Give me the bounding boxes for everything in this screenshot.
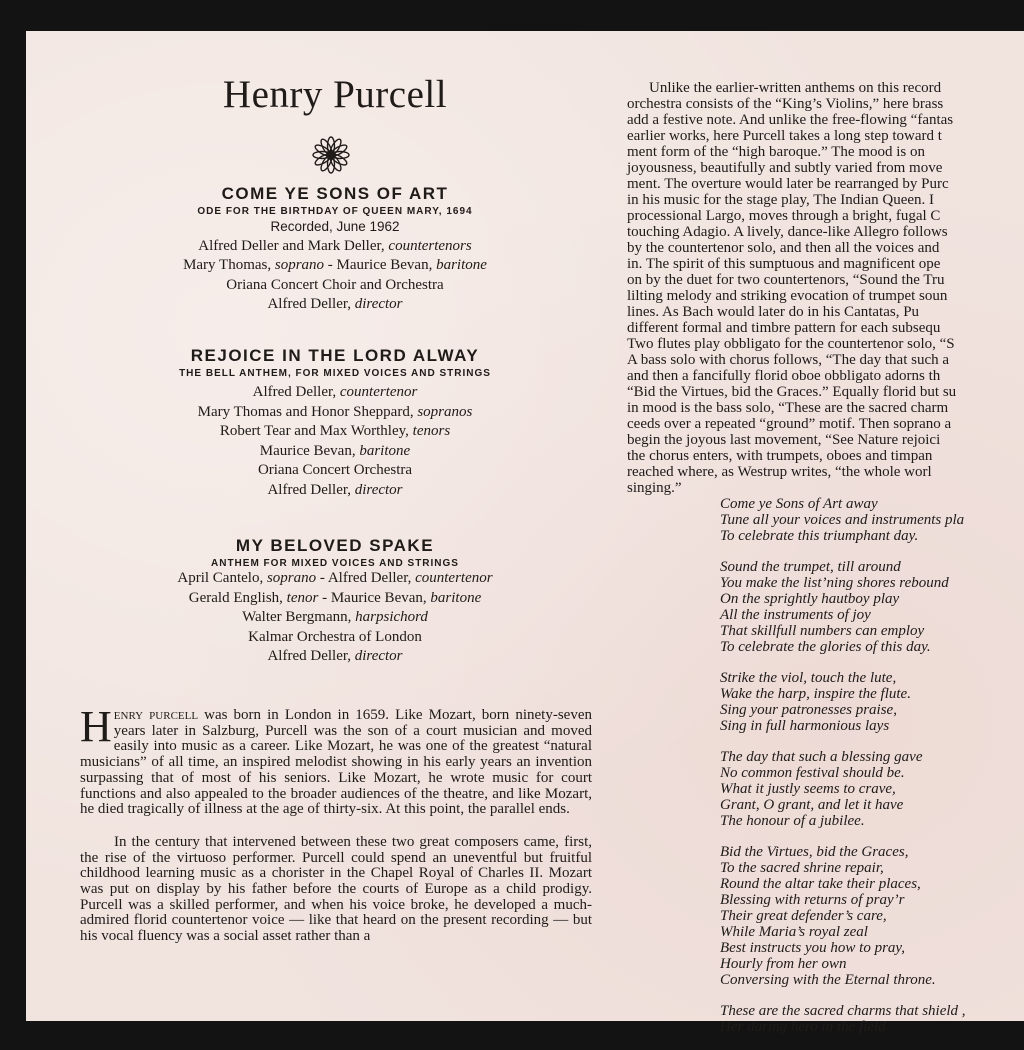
credit-line: Mary Thomas, soprano - Maurice Bevan, baritone [183, 257, 487, 273]
prose-line: A bass solo with chorus follows, “The day that such a [627, 352, 950, 368]
work-subtitle: ANTHEM FOR MIXED VOICES AND STRINGS [211, 558, 459, 569]
verse-line: Grant, O grant, and let it have [720, 797, 904, 813]
prose-line: begin the joyous last movement, “See Nature rejoici [627, 432, 941, 448]
verse-line: Strike the viol, touch the lute, [720, 670, 897, 686]
verse-line: Tune all your voices and instruments pla [720, 512, 965, 528]
prose-line: ment. The overture would later be rearranged by Purc [627, 176, 949, 192]
credit-line: Oriana Concert Choir and Orchestra [226, 276, 444, 293]
prose-line: orchestra consists of the “King’s Violins,” here brass [627, 96, 944, 112]
verse-line: Their great defender’s care, [720, 908, 887, 924]
verse-line: Round the altar take their places, [720, 876, 921, 892]
credit-line: Robert Tear and Max Worthley, tenors [219, 423, 451, 439]
prose-line: in mood is the bass solo, “These are the sacred charm [627, 400, 949, 416]
verse-line: To celebrate the glories of this day. [720, 639, 931, 655]
verse-line: On the sprightly hautboy play [720, 591, 900, 607]
prose-line: and then a fancifully florid oboe obbligato adorns th [627, 368, 941, 384]
prose-line: joyousness, beautifully and subtly varied from move [627, 160, 943, 176]
verse-line: All the instruments of joy [720, 607, 871, 623]
verse-line: The day that such a blessing gave [720, 749, 923, 765]
verse-line: To the sacred shrine repair, [720, 860, 884, 876]
work-rejoice-in-the-lord-alway [80, 346, 590, 500]
prose-line: singing.” [627, 480, 682, 496]
drop-cap: H [80, 702, 112, 751]
credit-line: April Cantelo, soprano - Alfred Deller, countertenor [177, 570, 493, 586]
prose-line: add a festive note. And unlike the free-flowing “fantas [627, 112, 954, 128]
verse-line: You make the list’ning shores rebound [720, 575, 949, 591]
stanza [720, 844, 1024, 988]
credit-line: Walter Bergmann, harpsichord [242, 609, 428, 625]
stanza [720, 559, 1024, 655]
credit-line: Kalmar Orchestra of London [248, 628, 422, 645]
prose-line: Two flutes play obbligato for the countertenor solo, “S [627, 336, 955, 352]
right-column-prose [627, 80, 1024, 496]
prose-line: reached where, as Westrup writes, “the whole worl [627, 464, 932, 480]
recording-date: Recorded, June 1962 [270, 219, 400, 234]
credit-line: Oriana Concert Orchestra [257, 462, 413, 478]
credit-line: Mary Thomas and Honor Sheppard, sopranos [197, 403, 473, 420]
credit-line: Maurice Bevan, baritone [259, 442, 411, 459]
work-title: COME YE SONS OF ART [221, 184, 449, 203]
stanza [720, 670, 1024, 734]
prose-line: Unlike the earlier-written anthems on this record [649, 80, 942, 96]
verse-line: Come ye Sons of Art away [720, 496, 878, 512]
verse-line: No common festival should be. [720, 765, 905, 781]
work-title: REJOICE IN THE LORD ALWAY [190, 346, 480, 365]
credit-line: Alfred Deller, countertenor [252, 384, 418, 400]
prose-line: processional Largo, moves through a bright, fugal C [627, 208, 941, 224]
prose-line: different formal and timbre pattern for each subsequ [627, 320, 941, 336]
credit-line: Alfred Deller, director [267, 648, 403, 664]
verse-line: These are the sacred charms that shield , [720, 1003, 966, 1019]
verse-line: What it justly seems to crave, [720, 781, 896, 797]
prose-line: in. The spirit of this sumptuous and magnificent ope [627, 256, 941, 272]
verse-line: Conversing with the Eternal throne. [720, 972, 936, 988]
prose-line: in his music for the stage play, The Indian Queen. I [627, 192, 935, 208]
stanza [720, 1003, 1024, 1035]
essay-paragraph: In the century that intervened between these two great composers came, first, the rise of the virtuoso performer. Purcell could spend an uneventful but fruitful childhood learning music as a chorister in the Chapel Royal of Charles II. Mozart was put on display by his father before the courts of Europe as a child prodigy. Purcell was a skilled performer, and when his voice broke, he developed a much-admired florid countertenor voice — like that heard on the present recording — but his vocal fluency was a social asset rather than a [80, 833, 592, 945]
prose-line: ment form of the “high baroque.” The mood is on [627, 144, 925, 160]
work-come-ye-sons-of-art [80, 184, 590, 315]
verse-line: Her daring hero in the field [720, 1019, 886, 1035]
credit-line: Alfred Deller, director [267, 481, 403, 498]
flower-ornament-icon [310, 134, 352, 176]
prose-line: “Bid the Virtues, bid the Graces.” Equally florid but su [627, 384, 957, 400]
credit-line: Gerald English, tenor - Maurice Bevan, baritone [188, 589, 482, 606]
credit-line: Alfred Deller, director [267, 296, 403, 312]
prose-line: on by the duet for two countertenors, “Sound the Tru [627, 272, 945, 288]
work-subtitle: THE BELL ANTHEM, FOR MIXED VOICES AND STRINGS [179, 368, 491, 379]
verse-line: Hourly from her own [720, 956, 847, 972]
prose-line: by the countertenor solo, and then all the voices and [627, 240, 940, 256]
credit-line: Alfred Deller and Mark Deller, countertenors [198, 237, 472, 254]
stanza [720, 749, 1024, 829]
verse-line: That skillfull numbers can employ [720, 623, 925, 639]
verse-line: Wake the harp, inspire the flute. [720, 686, 911, 702]
prose-line: ceeds over a repeated “ground” motif. Then soprano a [627, 416, 952, 432]
verse-line: While Maria’s royal zeal [720, 924, 868, 940]
verse-line: Blessing with returns of pray’r [720, 892, 905, 908]
essay-paragraph: Henry purcell was born in London in 1659. Like Mozart, born ninety-seven years later in Salzburg, Purcell was the son of a court musician and moved easily into music as a career. Like Mozart, he was one of the greatest “natural musicians” of all time, an inspired melodist showing in his early years an invention surpassing that of most of his seniors. Like Mozart, he wrote music for court functions and also appealed to the broader audiences of the theatre, and like Mozart, he died tragically of illness at the age of thirty-six. At this point, the parallel ends. [80, 702, 592, 818]
verse-line: Sing in full harmonious lays [720, 718, 890, 734]
verse-line: Best instructs you how to pray, [720, 940, 905, 956]
work-subtitle: ODE FOR THE BIRTHDAY OF QUEEN MARY, 1694 [197, 206, 473, 217]
verse-line: The honour of a jubilee. [720, 813, 865, 829]
prose-line: earlier works, here Purcell takes a long step toward t [627, 128, 942, 144]
prose-line: lines. As Bach would later do in his Cantatas, Pu [627, 304, 920, 320]
prose-line: touching Adagio. A lively, dance-like Allegro follows [627, 224, 948, 240]
stanza [720, 496, 1024, 544]
prose-line: lilting melody and striking evocation of trumpet soun [627, 288, 948, 304]
prose-line: the chorus enters, with trumpets, oboes and timpan [627, 448, 933, 464]
ode-text [720, 496, 1024, 1050]
verse-line: Bid the Virtues, bid the Graces, [720, 844, 909, 860]
work-my-beloved-spake [80, 536, 590, 667]
verse-line: Sound the trumpet, till around [720, 559, 901, 575]
page-title: Henry Purcell [222, 73, 448, 116]
verse-line: To celebrate this triumphant day. [720, 528, 919, 544]
work-title: MY BELOVED SPAKE [235, 536, 435, 555]
biography-essay [80, 702, 592, 962]
verse-line: Sing your patronesses praise, [720, 702, 897, 718]
